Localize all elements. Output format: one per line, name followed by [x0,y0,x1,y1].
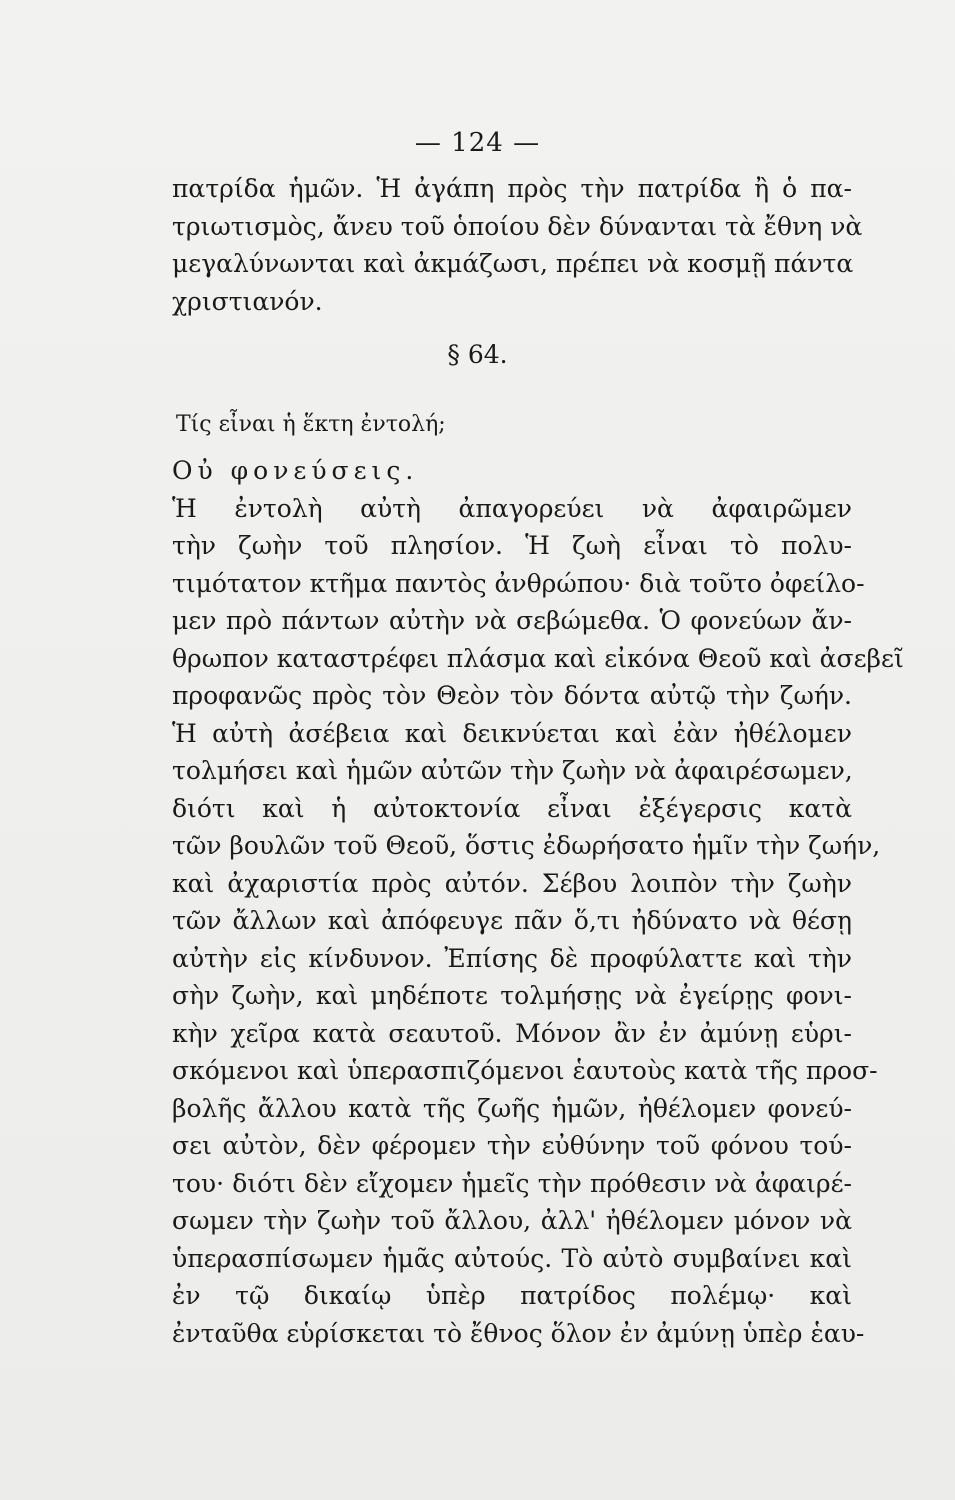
text-line: αὐτὴν εἰς κίνδυνον. Ἐπίσης δὲ προφύλαττε καὶ τὴν [172,943,852,973]
text-line: ἐνταῦθα εὑρίσκεται τὸ ἔθνος ὅλον ἐν ἀμύνῃ ὑπὲρ ἑαυ- [172,1318,865,1348]
text-line: Ἡ ἐντολὴ αὐτὴ ἀπαγορεύει νὰ ἀφαιρῶμεν [172,493,852,523]
text-line: θρωπον καταστρέφει πλάσμα καὶ εἰκόνα Θεοῦ καὶ ἀσεβεῖ [172,643,904,673]
catechism-question: Τίς εἶναι ἡ ἕκτη ἐντολή; [176,412,446,437]
page-number: — 124 — [414,128,541,158]
text-line: διότι καὶ ἡ αὐτοκτονία εἶναι ἐξέγερσις κατὰ [172,793,852,823]
section-heading: § 64. [447,340,508,369]
text-line: τῶν βουλῶν τοῦ Θεοῦ, ὅστις ἐδωρήσατο ἡμῖν τὴν ζωήν, [172,831,881,860]
text-line: σωμεν τὴν ζωὴν τοῦ ἄλλου, ἀλλ' ἠθέλομεν μόνον νὰ [172,1206,852,1235]
text-line: τολμήσει καὶ ἡμῶν αὐτῶν τὴν ζωὴν νὰ ἀφαιρέσωμεν, [172,756,853,785]
main-paragraph [172,452,904,1352]
text-line: σει αὐτὸν, δὲν φέρομεν τὴν εὐθύνην τοῦ φόνου τού- [172,1131,852,1160]
text-line: τριωτισμὸς, ἄνευ τοῦ ὁποίου δὲν δύνανται τὰ ἔθνη νὰ [172,211,863,241]
text-line: ἐν τῷ δικαίῳ ὑπὲρ πατρίδος πολέμῳ· καὶ [172,1281,852,1310]
commandment-answer: Οὐ φονεύσεις. [172,456,419,485]
text-line: σὴν ζωὴν, καὶ μηδέποτε τολμήσῃς νὰ ἐγείρῃς φονι- [172,981,852,1010]
text-line: μεγαλύνωνται καὶ ἀκμάζωσι, πρέπει νὰ κοσμῇ πάντα [172,249,854,278]
text-line: καὶ ἀχαριστία πρὸς αὐτόν. Σέβου λοιπὸν τὴν ζωὴν [172,868,852,898]
text-line: τιμότατον κτῆμα παντὸς ἀνθρώπου· διὰ τοῦτο ὀφείλο- [172,568,865,598]
text-line: πατρίδα ἡμῶν. Ἡ ἀγάπη πρὸς τὴν πατρίδα ἢ ὁ πα- [172,174,852,203]
text-line: προφανῶς πρὸς τὸν Θεὸν τὸν δόντα αὐτῷ τὴν ζωήν. [172,681,852,710]
text-line: χριστιανόν. [172,286,323,316]
text-line: κὴν χεῖρα κατὰ σεαυτοῦ. Μόνον ἂν ἐν ἀμύνῃ εὑρι- [172,1018,852,1048]
text-line: Ἡ αὐτὴ ἀσέβεια καὶ δεικνύεται καὶ ἐὰν ἠθέλομεν [172,718,852,748]
top-paragraph [172,170,863,320]
text-line: του· διότι δὲν εἴχομεν ἡμεῖς τὴν πρόθεσιν νὰ ἀφαιρέ- [172,1168,852,1198]
text-line: ὑπερασπίσωμεν ἡμᾶς αὐτούς. Τὸ αὐτὸ συμβαίνει καὶ [172,1243,852,1273]
text-line: μεν πρὸ πάντων αὐτὴν νὰ σεβώμεθα. Ὁ φονεύων ἄν- [172,606,852,635]
text-line: τῶν ἄλλων καὶ ἀπόφευγε πᾶν ὅ,τι ἠδύνατο νὰ θέσῃ [172,906,852,935]
text-line: σκόμενοι καὶ ὑπερασπιζόμενοι ἑαυτοὺς κατὰ τῆς προσ- [172,1056,878,1085]
text-line: τὴν ζωὴν τοῦ πλησίον. Ἡ ζωὴ εἶναι τὸ πολυ- [172,531,852,560]
text-line: βολῆς ἄλλου κατὰ τῆς ζωῆς ἡμῶν, ἠθέλομεν φονεύ- [172,1093,852,1123]
